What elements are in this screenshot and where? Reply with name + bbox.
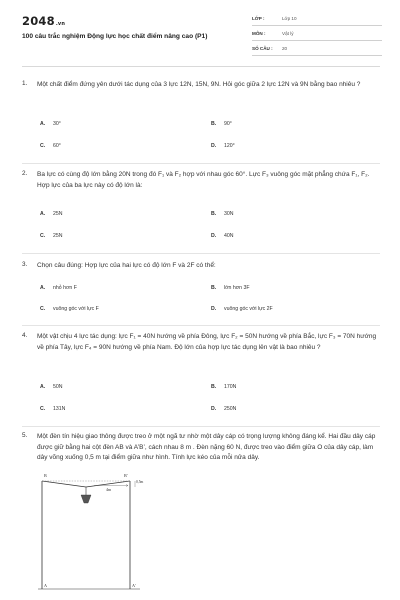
traffic-light-cable-figure [36, 461, 146, 593]
question-text: Chọn câu đúng: Hợp lực của hai lực có độ lớn F và 2F có thể: [37, 262, 216, 269]
option-letter: D. [211, 306, 217, 312]
option-a[interactable] [40, 121, 61, 127]
meta-label: SỐ CÂU : [252, 46, 273, 51]
question-divider [22, 325, 380, 326]
option-d[interactable] [211, 306, 273, 312]
option-text: vuông góc với lực F [53, 306, 99, 312]
option-a[interactable] [40, 285, 77, 291]
option-text: 131N [53, 406, 66, 412]
option-letter: C. [40, 143, 46, 149]
option-d[interactable] [211, 406, 236, 412]
question-text: Một chất điểm đứng yên dưới tác dụng của 3 lực 12N, 15N, 9N. Hỏi góc giữa 2 lực 12N và 9N bằng bao nhiêu ? [37, 81, 361, 88]
document-title: 100 câu trắc nghiệm Động lực học chất điểm nâng cao (P1) [22, 33, 208, 40]
label-a-prime: A' [132, 583, 136, 588]
option-letter: A. [40, 285, 46, 291]
option-letter: D. [211, 143, 217, 149]
option-text: 90° [224, 121, 232, 127]
option-c[interactable] [40, 143, 61, 149]
option-d[interactable] [211, 233, 234, 239]
option-text: 170N [224, 384, 237, 390]
lamp-icon [81, 495, 91, 503]
option-letter: C. [40, 233, 46, 239]
meta-label: LỚP : [252, 16, 265, 21]
option-text: nhỏ hơn F [53, 285, 77, 291]
question-text: Một đèn tín hiệu giao thông được treo ở một ngã tư nhờ một dây cáp có trọng lượng không đáng kể. Hai đầu dây cáp được giữ bằng hai cột đèn AB và A’B’, cách nhau 8 m . Đèn nặng 60 N, được treo vào điểm giữa O của dây cáp, làm dây võng xuống 0,5 m tại điểm giữa như hình. Tính lực kéo của mỗi nửa dây. [37, 433, 376, 462]
question-divider [22, 163, 380, 164]
meta-class [252, 14, 382, 26]
option-letter: A. [40, 384, 46, 390]
option-letter: B. [211, 384, 217, 390]
meta-value: Lớp 10 [282, 16, 297, 21]
option-text: 30N [224, 211, 234, 217]
option-c[interactable] [40, 233, 63, 239]
option-text: lớn hơn 3F [224, 285, 250, 291]
meta-value: 20 [282, 46, 288, 51]
option-text: vuông góc với lực 2F [224, 306, 273, 312]
option-letter: C. [40, 306, 46, 312]
option-letter: A. [40, 211, 46, 217]
meta-subject [252, 29, 382, 41]
option-text: 25N [53, 233, 63, 239]
option-b[interactable] [211, 285, 250, 291]
option-b[interactable] [211, 121, 232, 127]
question-number: 4. [22, 332, 28, 339]
option-c[interactable] [40, 406, 65, 412]
document-meta [252, 14, 382, 59]
option-text: 25N [53, 211, 63, 217]
option-d[interactable] [211, 143, 235, 149]
question-number: 3. [22, 261, 28, 268]
option-b[interactable] [211, 211, 234, 217]
option-text: 40N [224, 233, 234, 239]
meta-label: MÔN : [252, 31, 266, 36]
question-number: 5. [22, 432, 28, 439]
option-b[interactable] [211, 384, 236, 390]
option-letter: C. [40, 406, 46, 412]
option-a[interactable] [40, 384, 63, 390]
option-text: 120° [224, 143, 235, 149]
label-b-prime: B' [124, 473, 128, 478]
cable [42, 481, 130, 487]
question-number: 2. [22, 170, 28, 177]
document-header [0, 0, 400, 62]
option-letter: D. [211, 406, 217, 412]
question-text: Ba lực có cùng độ lớn bằng 20N trong đó F₁ và F₂ hợp với nhau góc 60°. Lực F₃ vuông góc mặt phẳng chứa F₁, F₂. Hợp lực của ba lực này có độ lớn là: [37, 171, 370, 189]
option-text: 60° [53, 143, 61, 149]
option-letter: D. [211, 233, 217, 239]
meta-question-count [252, 44, 382, 56]
option-letter: B. [211, 285, 217, 291]
option-letter: B. [211, 211, 217, 217]
option-a[interactable] [40, 211, 63, 217]
option-c[interactable] [40, 306, 99, 312]
meta-value: Vật lý [282, 31, 294, 36]
label-sag: 0,5m [136, 480, 144, 484]
label-b: B [44, 473, 47, 478]
question-text: Một vật chịu 4 lực tác dụng: lực F₁ = 40N hướng về phía Đông, lực F₂ = 50N hướng về phía Bắc, lực F₃ = 70N hướng về phía Tây, lực F₄ = 90N hướng về phía Nam. Độ lớn của hợp lực tác dụng lên vật là bao nhiêu ? [37, 333, 377, 351]
option-text: 50N [53, 384, 63, 390]
header-divider [22, 66, 380, 67]
option-text: 30° [53, 121, 61, 127]
label-a: A [44, 583, 48, 588]
option-letter: B. [211, 121, 217, 127]
site-logo[interactable]: 2048.vn [22, 14, 66, 28]
question-number: 1. [22, 80, 28, 87]
option-letter: A. [40, 121, 46, 127]
label-span: 4m [106, 487, 112, 492]
option-text: 250N [224, 406, 237, 412]
question-divider [22, 426, 380, 427]
question-divider [22, 253, 380, 254]
